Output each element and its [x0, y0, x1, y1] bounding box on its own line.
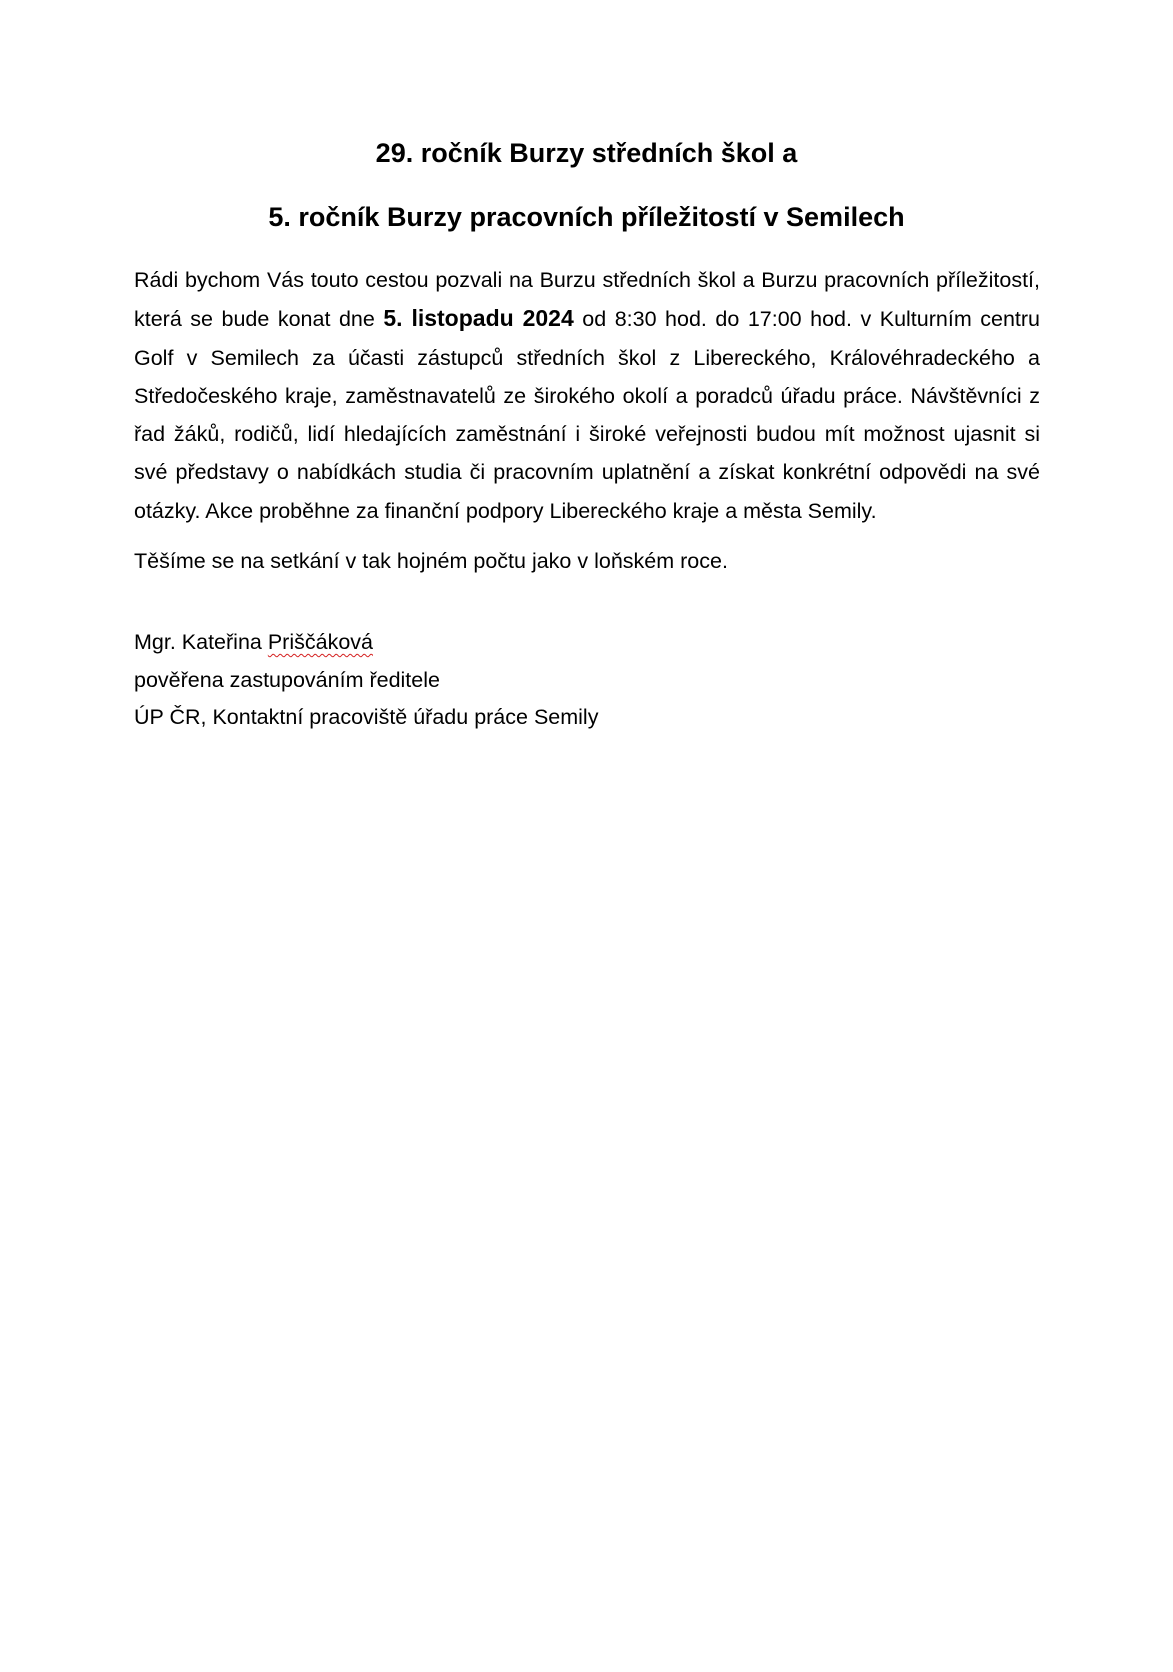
signature-name-prefix: Mgr. Kateřina	[134, 630, 268, 654]
signature-block	[134, 624, 598, 737]
event-date: 5. listopadu 2024	[383, 305, 574, 332]
paragraph-part-2: od 8:30 hod. do 17:00 hod. v Kulturním centru Golf v Semilech za účasti zástupců středních škol z Libereckého, Královéhradeckého a Středočeského kraje, zaměstnavatelů ze širokého okolí a poradců úřadu práce. Návštěvníci z řad žáků, rodičů, lidí hledajících zaměstnání i široké veřejnosti budou mít možnost ujasnit si své představy o nabídkách studia či pracovním uplatnění a získat konkrétní odpovědi na své otázky. Akce proběhne za finanční podpory Libereckého kraje a města Semily.	[134, 307, 1041, 523]
signature-organization: ÚP ČR, Kontaktní pracoviště úřadu práce Semily	[134, 705, 599, 729]
invitation-paragraph	[134, 261, 1040, 530]
title-line-2: 5. ročník Burzy pracovních příležitostí v Semilech	[268, 202, 905, 232]
signature-position: pověřena zastupováním ředitele	[134, 667, 440, 692]
signature-surname: Priščáková	[267, 630, 373, 654]
title-line-1: 29. ročník Burzy středních škol a	[375, 138, 798, 168]
paragraph-part-1: Rádi bychom Vás touto cestou pozvali na Burzu středních škol a Burzu pracovních příležitostí, která se bude konat dne	[134, 268, 1040, 332]
signature-name	[134, 624, 598, 662]
closing-sentence: Těšíme se na setkání v tak hojném počtu jako v loňském roce.	[134, 549, 728, 573]
